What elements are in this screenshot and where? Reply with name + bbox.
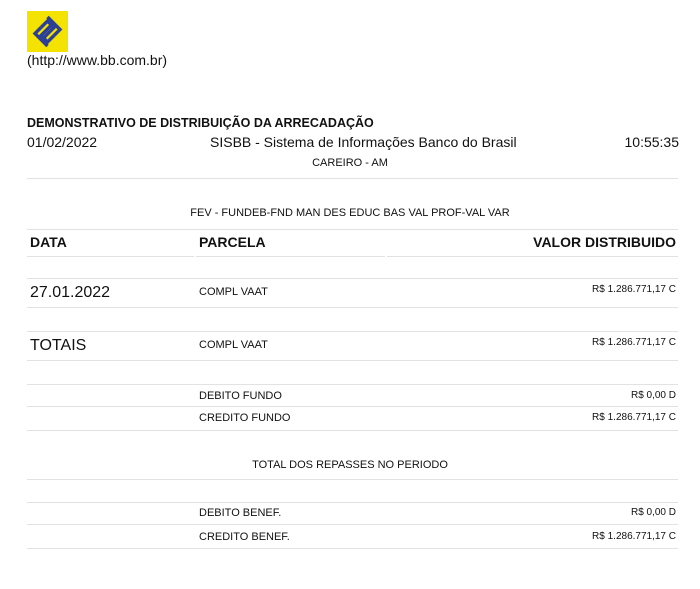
divider [27, 384, 678, 385]
column-header-parcela: PARCELA [199, 234, 266, 250]
credito-fundo-label: CREDITO FUNDO [199, 412, 291, 424]
row-valor: R$ 1.286.771,17 C [592, 284, 676, 295]
bank-url[interactable]: (http://www.bb.com.br) [27, 52, 168, 68]
divider [27, 430, 678, 431]
divider [387, 256, 678, 257]
divider [27, 178, 678, 179]
column-header-data: DATA [30, 234, 67, 250]
column-header-valor: VALOR DISTRIBUIDO [533, 234, 676, 250]
debito-fundo-label: DEBITO FUNDO [199, 390, 282, 402]
divider [27, 548, 678, 549]
bank-logo [27, 11, 68, 52]
totals-label: TOTAIS [30, 337, 87, 354]
credito-benef-valor: R$ 1.286.771,17 C [592, 531, 676, 542]
credito-benef-label: CREDITO BENEF. [199, 531, 290, 543]
system-name: SISBB - Sistema de Informações Banco do Brasil [210, 134, 517, 150]
report-date: 01/02/2022 [27, 134, 98, 150]
divider [27, 360, 678, 361]
debito-fundo-valor: R$ 0,00 D [630, 390, 676, 401]
repasses-title: TOTAL DOS REPASSES NO PERIODO [252, 459, 448, 471]
debito-benef-valor: R$ 0,00 D [630, 507, 676, 518]
divider [27, 307, 678, 308]
divider [27, 331, 678, 332]
debito-benef-label: DEBITO BENEF. [199, 507, 282, 519]
totals-valor: R$ 1.286.771,17 C [592, 337, 676, 348]
credito-fundo-valor: R$ 1.286.771,17 C [592, 412, 676, 423]
totals-parcela: COMPL VAAT [199, 339, 268, 351]
divider [27, 406, 678, 407]
row-date: 27.01.2022 [30, 284, 111, 301]
divider [27, 479, 678, 480]
location: CAREIRO - AM [312, 157, 388, 169]
row-parcela: COMPL VAAT [199, 286, 268, 298]
divider [27, 229, 678, 230]
divider [196, 256, 385, 257]
fund-name: FEV - FUNDEB-FND MAN DES EDUC BAS VAL PROF-VAL VAR [190, 207, 510, 219]
divider [27, 502, 678, 503]
report-title: DEMONSTRATIVO DE DISTRIBUIÇÃO DA ARRECADAÇÃO [27, 116, 374, 130]
bb-logo-icon [27, 11, 68, 52]
divider [27, 278, 678, 279]
divider [27, 524, 678, 525]
report-time: 10:55:35 [624, 134, 679, 150]
divider [27, 256, 194, 257]
